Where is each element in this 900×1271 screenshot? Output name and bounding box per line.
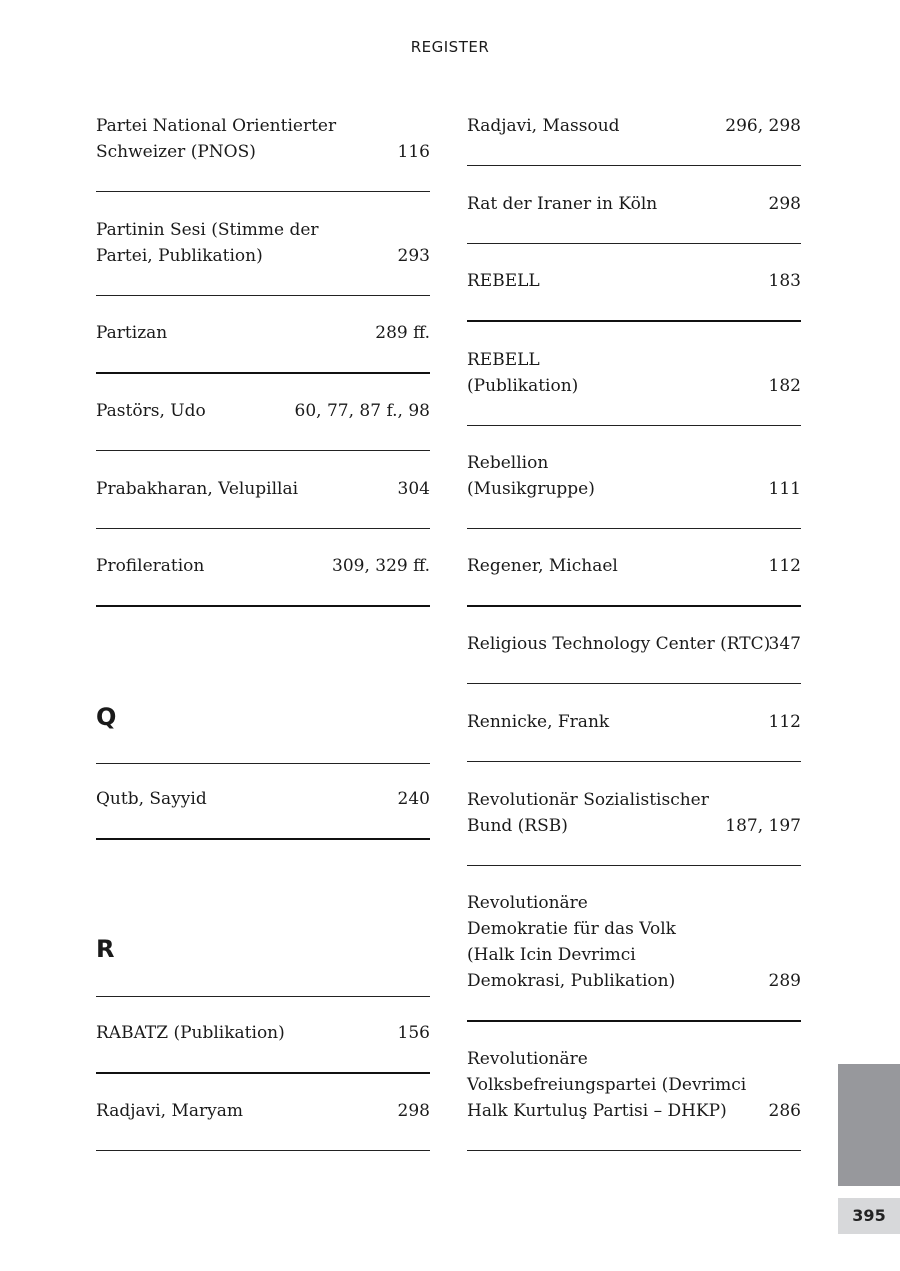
entry-pages: 112: [768, 556, 801, 576]
index-entry: [467, 448, 801, 529]
entry-name: Radjavi, Massoud: [467, 116, 620, 136]
index-entry: [467, 552, 801, 607]
index-entry: [467, 889, 801, 1022]
section-letter-q: Q: [96, 703, 430, 764]
index-entry: [96, 1096, 430, 1151]
index-entry: [467, 344, 801, 426]
index-entry: [96, 214, 430, 296]
entry-name: Rebellion (Musikgruppe): [467, 453, 595, 499]
entry-name: Pastörs, Udo: [96, 401, 206, 421]
entry-pages: 309, 329 ff.: [332, 556, 430, 576]
entry-name: Revolutionäre Demokratie für das Volk (Halk Icin Devrimci Demokrasi, Publikation): [467, 893, 676, 991]
entry-pages: 347: [768, 634, 801, 654]
entry-name: Rennicke, Frank: [467, 712, 610, 732]
index-entry: [467, 629, 801, 684]
entry-pages: 298: [397, 1101, 430, 1121]
entry-pages: 298: [768, 194, 801, 214]
index-entry: [467, 188, 801, 244]
index-entry: [96, 1018, 430, 1074]
entry-name: Prabakharan, Velupillai: [96, 479, 299, 499]
entry-name: Religious Technology Center (RTC): [467, 634, 771, 654]
index-entry: [96, 318, 430, 374]
index-entry: [467, 785, 801, 866]
index-entry: [96, 552, 430, 607]
entry-pages: 296, 298: [725, 116, 801, 136]
index-entry: [467, 266, 801, 322]
running-header: REGISTER: [410, 38, 490, 56]
entry-name: RABATZ (Publikation): [96, 1023, 285, 1043]
entry-name: Profileration: [96, 556, 205, 576]
entry-name: Qutb, Sayyid: [96, 789, 207, 809]
entry-pages: 289: [768, 971, 801, 991]
entry-pages: 182: [768, 376, 801, 396]
thumb-index-tab: [838, 1064, 900, 1186]
index-entry: [467, 1043, 801, 1151]
page-number: 395: [838, 1198, 900, 1234]
index-entry: [96, 785, 430, 840]
entry-name: Partizan: [96, 323, 168, 343]
entry-name: Regener, Michael: [467, 556, 618, 576]
entry-name: REBELL: [467, 271, 540, 291]
index-entry: [96, 110, 430, 192]
entry-name: REBELL (Publikation): [467, 350, 579, 396]
index-entry: [96, 474, 430, 529]
index-entry: [96, 396, 430, 451]
entry-pages: 111: [768, 479, 801, 499]
entry-name: Partinin Sesi (Stimme der Partei, Publikation): [96, 220, 319, 266]
entry-name: Revolutionär Sozialistischer Bund (RSB): [467, 790, 709, 836]
entry-pages: 156: [397, 1023, 430, 1043]
entry-name: Radjavi, Maryam: [96, 1101, 243, 1121]
section-letter-r: R: [96, 935, 430, 997]
entry-pages: 304: [397, 479, 430, 499]
entry-pages: 240: [397, 789, 430, 809]
entry-name: Revolutionäre Volksbefreiungspartei (Devrimci Halk Kurtuluş Partisi – DHKP): [467, 1049, 747, 1121]
entry-pages: 286: [768, 1101, 801, 1121]
entry-pages: 112: [768, 712, 801, 732]
index-entry: [467, 707, 801, 762]
entry-pages: 183: [768, 271, 801, 291]
entry-name: Partei National Orientierter Schweizer (PNOS): [96, 116, 337, 162]
entry-pages: 60, 77, 87 f., 98: [294, 401, 430, 421]
entry-pages: 293: [397, 246, 430, 266]
entry-name: Rat der Iraner in Köln: [467, 194, 658, 214]
entry-pages: 116: [397, 142, 430, 162]
index-entry: [467, 110, 801, 166]
entry-pages: 187, 197: [725, 816, 801, 836]
entry-pages: 289 ff.: [375, 323, 430, 343]
